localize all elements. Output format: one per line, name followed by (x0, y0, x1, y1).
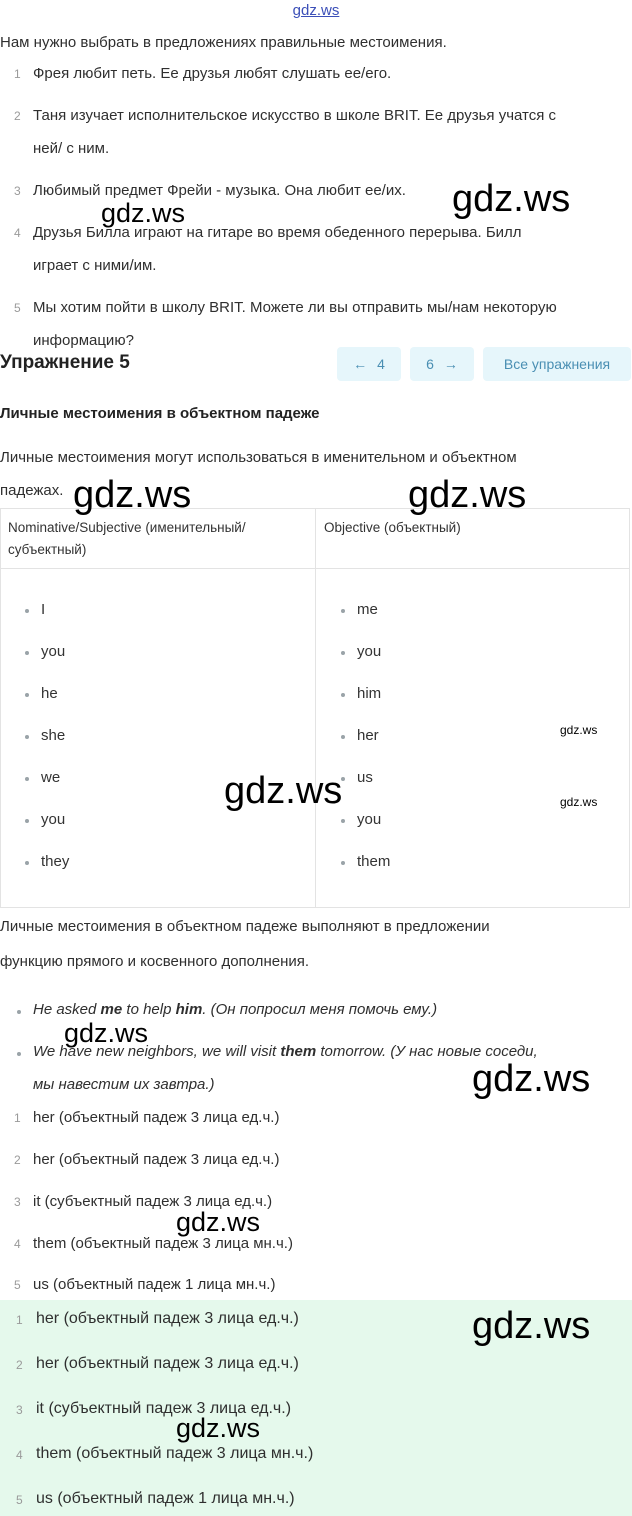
item-text: her (объектный падеж 3 лица ед.ч.) (36, 1355, 299, 1372)
next-exercise-button[interactable] (410, 347, 474, 381)
column-header-nominative (8, 517, 246, 561)
intro-text: Нам нужно выбрать в предложениях правильные местоимения. (0, 34, 447, 51)
watermark: gdz.ws (560, 723, 598, 737)
all-exercises-label: Все упражнения (503, 356, 611, 372)
item-number: 2 (14, 109, 21, 123)
example-part: tomorrow. (У нас новые соседи, (316, 1043, 538, 1060)
item-number: 3 (14, 1195, 21, 1209)
function-text-line: Личные местоимения в объектном падеже выполняют в предложении (0, 918, 490, 935)
pronoun-item: us (357, 769, 373, 786)
watermark: gdz.ws (224, 770, 343, 812)
pronoun-item: I (41, 601, 46, 618)
item-text: it (субъектный падеж 3 лица ед.ч.) (36, 1400, 292, 1417)
item-text: Любимый предмет Фрейи - музыка. Она любит ее/их. (33, 182, 406, 199)
example-part: to help (122, 1001, 176, 1018)
bullet-dot (25, 819, 29, 823)
example-emphasis: me (100, 1001, 123, 1018)
description-line: Личные местоимения могут использоваться в именительном и объектном (0, 449, 517, 466)
bullet-dot (341, 651, 345, 655)
bullet-dot (25, 861, 29, 865)
item-text: them (объектный падеж 3 лица мн.ч.) (33, 1235, 293, 1252)
pronoun-item: you (41, 643, 66, 660)
item-number: 5 (16, 1493, 23, 1507)
watermark: gdz.ws (472, 1305, 591, 1347)
watermark: gdz.ws (408, 474, 527, 516)
example-text (33, 1001, 437, 1018)
item-text: us (объектный падеж 1 лица мн.ч.) (36, 1490, 295, 1507)
item-text-continued: информацию? (33, 332, 134, 349)
example-part: We have new neighbors, we will visit (33, 1043, 281, 1060)
bullet-dot (25, 693, 29, 697)
column-header-objective: Objective (объектный) (324, 520, 461, 535)
bullet-dot (25, 651, 29, 655)
pronoun-item: them (357, 853, 391, 870)
pronoun-item: him (357, 685, 382, 702)
item-text: Фрея любит петь. Ее друзья любят слушать ее/его. (33, 65, 392, 82)
item-text: Мы хотим пойти в школу BRIT. Можете ли вы отправить мы/нам некоторую (33, 299, 557, 316)
pronoun-table (0, 508, 630, 908)
table-divider (1, 568, 629, 569)
item-number: 4 (14, 1237, 21, 1251)
bullet-dot (25, 609, 29, 613)
bullet-dot (341, 609, 345, 613)
item-text-continued: играет с ними/им. (33, 257, 157, 274)
header-line: Nominative/Subjective (именительный/ (8, 520, 246, 535)
example-emphasis: him (175, 1001, 203, 1018)
item-number: 5 (14, 301, 21, 315)
pronoun-item: we (41, 769, 61, 786)
item-number: 4 (16, 1448, 23, 1462)
item-text: her (объектный падеж 3 лица ед.ч.) (36, 1310, 299, 1327)
example-text-continued: мы навестим их завтра.) (33, 1076, 215, 1093)
item-text: them (объектный падеж 3 лица мн.ч.) (36, 1445, 314, 1462)
example-part: . (Он попросил меня помочь ему.) (202, 1001, 438, 1018)
watermark: gdz.ws (472, 1058, 591, 1100)
bullet-dot (341, 735, 345, 739)
watermark: gdz.ws (73, 474, 192, 516)
watermark: gdz.ws (101, 198, 186, 228)
prev-exercise-button[interactable] (337, 347, 401, 381)
bullet-dot (17, 1010, 21, 1014)
pronoun-item: he (41, 685, 58, 702)
item-number: 4 (14, 226, 21, 240)
bullet-dot (341, 861, 345, 865)
example-emphasis: them (280, 1043, 317, 1060)
pronoun-item: they (41, 853, 70, 870)
pronoun-item: she (41, 727, 66, 744)
bullet-dot (341, 819, 345, 823)
item-number: 5 (14, 1278, 21, 1292)
item-text: her (объектный падеж 3 лица ед.ч.) (33, 1109, 280, 1126)
item-text: her (объектный падеж 3 лица ед.ч.) (33, 1151, 280, 1168)
header-line: субъектный) (8, 542, 87, 557)
arrow-left-icon: ← (353, 356, 368, 372)
function-text-line: функцию прямого и косвенного дополнения. (0, 953, 310, 970)
prev-exercise-label: 4 (377, 356, 385, 372)
list-item (0, 223, 632, 283)
watermark: gdz.ws (176, 1413, 261, 1443)
item-text: Таня изучает исполнительское искусство в школе BRIT. Ее друзья учатся с (33, 107, 557, 124)
section-title: Личные местоимения в объектном падеже (0, 405, 320, 422)
item-number: 3 (14, 184, 21, 198)
item-number: 3 (16, 1403, 23, 1417)
item-number: 1 (14, 67, 21, 81)
site-link[interactable]: gdz.ws (292, 2, 340, 19)
bullet-dot (341, 693, 345, 697)
arrow-right-icon: → (443, 356, 458, 372)
pronoun-item: you (357, 811, 382, 828)
watermark: gdz.ws (452, 178, 571, 220)
item-text: Друзья Билла играют на гитаре во время обеденного перерыва. Билл (33, 224, 522, 241)
all-exercises-button[interactable] (483, 347, 631, 381)
description-line: падежах. (0, 482, 64, 499)
item-number: 2 (14, 1153, 21, 1167)
item-number: 2 (16, 1358, 23, 1372)
list-item (0, 106, 632, 166)
bullet-dot (25, 777, 29, 781)
pronoun-item: you (357, 643, 382, 660)
item-text: it (субъектный падеж 3 лица ед.ч.) (33, 1193, 273, 1210)
next-exercise-label: 6 (426, 356, 434, 372)
item-number: 1 (16, 1313, 23, 1327)
bullet-dot (17, 1052, 21, 1056)
watermark: gdz.ws (64, 1018, 149, 1048)
list-item (0, 64, 632, 94)
pronoun-item: you (41, 811, 66, 828)
watermark: gdz.ws (560, 795, 598, 809)
watermark: gdz.ws (176, 1207, 261, 1237)
bullet-dot (25, 735, 29, 739)
item-text: us (объектный падеж 1 лица мн.ч.) (33, 1276, 276, 1293)
pronoun-item: her (357, 727, 379, 744)
exercise-title: Упражнение 5 (0, 352, 130, 373)
pronoun-item: me (357, 601, 378, 618)
item-number: 1 (14, 1111, 21, 1125)
item-text-continued: ней/ с ним. (33, 140, 110, 157)
example-part: He asked (33, 1001, 101, 1018)
